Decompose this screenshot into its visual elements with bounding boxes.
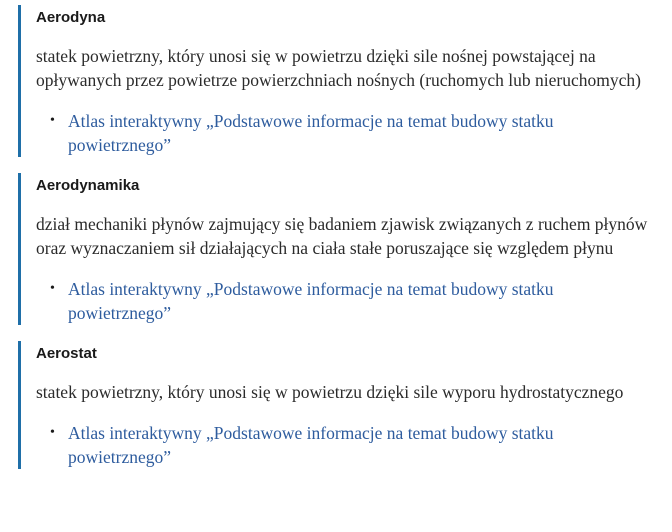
glossary-entry-aerodynamika [18, 173, 672, 325]
related-link-item [50, 277, 672, 325]
atlas-link[interactable]: Atlas interaktywny „Podstawowe informacje na temat budowy statku powietrznego” [68, 279, 554, 323]
atlas-link[interactable]: Atlas interaktywny „Podstawowe informacje na temat budowy statku powietrznego” [68, 111, 554, 155]
glossary-definition: dział mechaniki płynów zajmujący się badaniem zjawisk związanych z ruchem płynów oraz wyznaczaniem sił działających na ciała stałe poruszające się względem płynu [36, 214, 648, 258]
glossary-term: Aerostat [36, 345, 97, 362]
glossary-definition: statek powietrzny, który unosi się w powietrzu dzięki sile nośnej powstającej na opływanych przez powietrze powierzchniach nośnych (ruchomych lub nieruchomych) [36, 46, 641, 90]
glossary-term: Aerodynamika [36, 177, 140, 194]
glossary-entry-aerodyna [18, 5, 672, 157]
glossary-entry-aerostat [18, 341, 672, 469]
bullet-icon: • [50, 281, 55, 296]
glossary-term: Aerodyna [36, 9, 106, 26]
atlas-link[interactable]: Atlas interaktywny „Podstawowe informacje na temat budowy statku powietrznego” [68, 423, 554, 467]
glossary-definition: statek powietrzny, który unosi się w powietrzu dzięki sile wyporu hydrostatycznego [36, 382, 624, 402]
related-link-item [50, 421, 672, 469]
related-link-item [50, 109, 672, 157]
related-links [36, 421, 672, 469]
related-links [36, 109, 672, 157]
related-links [36, 277, 672, 325]
bullet-icon: • [50, 425, 55, 440]
bullet-icon: • [50, 113, 55, 128]
